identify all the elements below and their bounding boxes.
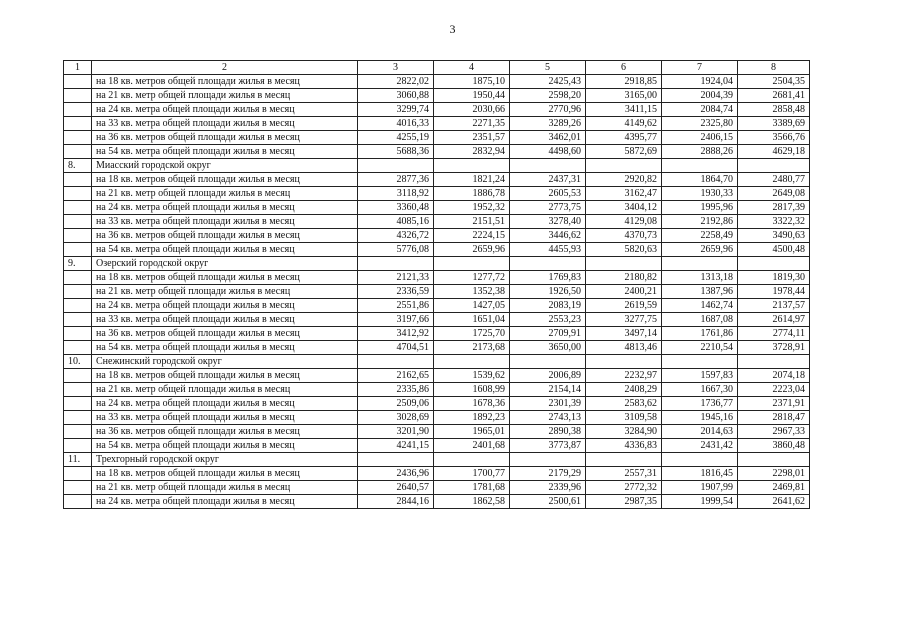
table-row	[64, 145, 810, 159]
value-cell: 1965,01	[434, 425, 510, 439]
value-cell: 1892,23	[434, 411, 510, 425]
row-label: на 33 кв. метра общей площади жилья в месяц	[92, 117, 358, 131]
empty-index-cell	[64, 75, 92, 89]
value-cell: 2551,86	[358, 299, 434, 313]
value-cell: 2173,68	[434, 341, 510, 355]
value-cell: 2619,59	[586, 299, 662, 313]
table-row	[64, 425, 810, 439]
value-cell: 3412,92	[358, 327, 434, 341]
value-cell: 2709,91	[510, 327, 586, 341]
table-row	[64, 467, 810, 481]
value-cell: 2743,13	[510, 411, 586, 425]
value-cell: 1313,18	[662, 271, 738, 285]
empty-cell	[510, 257, 586, 271]
table-row	[64, 369, 810, 383]
value-cell: 1999,54	[662, 495, 738, 509]
value-cell: 3278,40	[510, 215, 586, 229]
value-cell: 1816,45	[662, 467, 738, 481]
empty-index-cell	[64, 229, 92, 243]
row-label: на 33 кв. метра общей площади жилья в месяц	[92, 411, 358, 425]
empty-cell	[738, 355, 810, 369]
empty-index-cell	[64, 439, 92, 453]
empty-cell	[510, 355, 586, 369]
value-cell: 3389,69	[738, 117, 810, 131]
value-cell: 2773,75	[510, 201, 586, 215]
value-cell: 2325,80	[662, 117, 738, 131]
value-cell: 3566,76	[738, 131, 810, 145]
value-cell: 2014,63	[662, 425, 738, 439]
value-cell: 2437,31	[510, 173, 586, 187]
column-number: 1	[64, 61, 92, 75]
row-label: на 21 кв. метр общей площади жилья в месяц	[92, 187, 358, 201]
value-cell: 2583,62	[586, 397, 662, 411]
value-cell: 3462,01	[510, 131, 586, 145]
value-cell: 2987,35	[586, 495, 662, 509]
value-cell: 2480,77	[738, 173, 810, 187]
value-cell: 3109,58	[586, 411, 662, 425]
value-cell: 3197,66	[358, 313, 434, 327]
table-row	[64, 173, 810, 187]
value-cell: 2162,65	[358, 369, 434, 383]
value-cell: 1924,04	[662, 75, 738, 89]
empty-cell	[738, 159, 810, 173]
value-cell: 1700,77	[434, 467, 510, 481]
value-cell: 1761,86	[662, 327, 738, 341]
value-cell: 1864,70	[662, 173, 738, 187]
row-label: на 33 кв. метра общей площади жилья в месяц	[92, 215, 358, 229]
section-name: Миасский городской округ	[92, 159, 358, 173]
row-label: на 21 кв. метр общей площади жилья в месяц	[92, 285, 358, 299]
row-label: на 24 кв. метра общей площади жилья в месяц	[92, 103, 358, 117]
value-cell: 1651,04	[434, 313, 510, 327]
value-cell: 1352,38	[434, 285, 510, 299]
section-index: 11.	[64, 453, 92, 467]
empty-index-cell	[64, 131, 92, 145]
table-row	[64, 439, 810, 453]
value-cell: 2890,38	[510, 425, 586, 439]
value-cell: 2818,47	[738, 411, 810, 425]
value-cell: 4629,18	[738, 145, 810, 159]
value-cell: 3650,00	[510, 341, 586, 355]
value-cell: 2772,32	[586, 481, 662, 495]
value-cell: 2301,39	[510, 397, 586, 411]
value-cell: 2774,11	[738, 327, 810, 341]
table-row	[64, 481, 810, 495]
value-cell: 4813,46	[586, 341, 662, 355]
value-cell: 3118,92	[358, 187, 434, 201]
section-row	[64, 355, 810, 369]
row-label: на 36 кв. метров общей площади жилья в месяц	[92, 327, 358, 341]
value-cell: 3411,15	[586, 103, 662, 117]
value-cell: 1736,77	[662, 397, 738, 411]
empty-index-cell	[64, 201, 92, 215]
value-cell: 1608,99	[434, 383, 510, 397]
table-row	[64, 229, 810, 243]
table-row	[64, 271, 810, 285]
value-cell: 2918,85	[586, 75, 662, 89]
value-cell: 2858,48	[738, 103, 810, 117]
table-row	[64, 285, 810, 299]
value-cell: 5820,63	[586, 243, 662, 257]
value-cell: 2030,66	[434, 103, 510, 117]
column-number: 4	[434, 61, 510, 75]
value-cell: 2351,57	[434, 131, 510, 145]
empty-index-cell	[64, 215, 92, 229]
section-row	[64, 453, 810, 467]
value-cell: 2817,39	[738, 201, 810, 215]
row-label: на 18 кв. метров общей площади жилья в месяц	[92, 173, 358, 187]
empty-index-cell	[64, 327, 92, 341]
value-cell: 1886,78	[434, 187, 510, 201]
value-cell: 2151,51	[434, 215, 510, 229]
value-cell: 2210,54	[662, 341, 738, 355]
table-row	[64, 243, 810, 257]
value-cell: 1930,33	[662, 187, 738, 201]
empty-cell	[358, 355, 434, 369]
empty-cell	[358, 159, 434, 173]
value-cell: 2192,86	[662, 215, 738, 229]
table-row	[64, 495, 810, 509]
section-name: Снежинский городской округ	[92, 355, 358, 369]
value-cell: 3277,75	[586, 313, 662, 327]
value-cell: 3162,47	[586, 187, 662, 201]
value-cell: 2335,86	[358, 383, 434, 397]
empty-index-cell	[64, 411, 92, 425]
section-index: 8.	[64, 159, 92, 173]
empty-index-cell	[64, 187, 92, 201]
value-cell: 2659,96	[434, 243, 510, 257]
value-cell: 1462,74	[662, 299, 738, 313]
row-label: на 21 кв. метр общей площади жилья в месяц	[92, 481, 358, 495]
table-row	[64, 299, 810, 313]
empty-index-cell	[64, 313, 92, 327]
value-cell: 4016,33	[358, 117, 434, 131]
value-cell: 2844,16	[358, 495, 434, 509]
empty-index-cell	[64, 117, 92, 131]
empty-cell	[434, 453, 510, 467]
row-label: на 54 кв. метра общей площади жилья в месяц	[92, 439, 358, 453]
value-cell: 2154,14	[510, 383, 586, 397]
value-cell: 3165,00	[586, 89, 662, 103]
value-cell: 2224,15	[434, 229, 510, 243]
value-cell: 2557,31	[586, 467, 662, 481]
value-cell: 1781,68	[434, 481, 510, 495]
row-label: на 24 кв. метра общей площади жилья в месяц	[92, 299, 358, 313]
value-cell: 1387,96	[662, 285, 738, 299]
value-cell: 2681,41	[738, 89, 810, 103]
value-cell: 3773,87	[510, 439, 586, 453]
table-row	[64, 89, 810, 103]
value-cell: 2888,26	[662, 145, 738, 159]
value-cell: 1678,36	[434, 397, 510, 411]
value-cell: 2371,91	[738, 397, 810, 411]
value-cell: 3446,62	[510, 229, 586, 243]
value-cell: 2004,39	[662, 89, 738, 103]
value-cell: 2431,42	[662, 439, 738, 453]
value-cell: 4326,72	[358, 229, 434, 243]
row-label: на 54 кв. метра общей площади жилья в месяц	[92, 145, 358, 159]
row-label: на 36 кв. метров общей площади жилья в месяц	[92, 229, 358, 243]
empty-index-cell	[64, 243, 92, 257]
empty-index-cell	[64, 285, 92, 299]
value-cell: 1995,96	[662, 201, 738, 215]
value-cell: 4255,19	[358, 131, 434, 145]
value-cell: 1277,72	[434, 271, 510, 285]
value-cell: 4455,93	[510, 243, 586, 257]
section-row	[64, 257, 810, 271]
value-cell: 1978,44	[738, 285, 810, 299]
value-cell: 1687,08	[662, 313, 738, 327]
value-cell: 2232,97	[586, 369, 662, 383]
value-cell: 5776,08	[358, 243, 434, 257]
section-name: Трехгорный городской округ	[92, 453, 358, 467]
empty-cell	[358, 257, 434, 271]
value-cell: 4129,08	[586, 215, 662, 229]
value-cell: 3289,26	[510, 117, 586, 131]
section-name: Озерский городской округ	[92, 257, 358, 271]
value-cell: 3497,14	[586, 327, 662, 341]
column-number: 3	[358, 61, 434, 75]
empty-index-cell	[64, 397, 92, 411]
value-cell: 2074,18	[738, 369, 810, 383]
value-cell: 1875,10	[434, 75, 510, 89]
row-label: на 18 кв. метров общей площади жилья в месяц	[92, 271, 358, 285]
value-cell: 1907,99	[662, 481, 738, 495]
value-cell: 2605,53	[510, 187, 586, 201]
value-cell: 2509,06	[358, 397, 434, 411]
value-cell: 3404,12	[586, 201, 662, 215]
table-row	[64, 411, 810, 425]
row-label: на 24 кв. метра общей площади жилья в месяц	[92, 397, 358, 411]
value-cell: 1597,83	[662, 369, 738, 383]
value-cell: 3322,32	[738, 215, 810, 229]
empty-index-cell	[64, 495, 92, 509]
value-cell: 1539,62	[434, 369, 510, 383]
empty-cell	[434, 257, 510, 271]
value-cell: 1952,32	[434, 201, 510, 215]
section-row	[64, 159, 810, 173]
empty-cell	[358, 453, 434, 467]
value-cell: 1769,83	[510, 271, 586, 285]
value-cell: 3201,90	[358, 425, 434, 439]
empty-cell	[662, 453, 738, 467]
row-label: на 36 кв. метров общей площади жилья в месяц	[92, 425, 358, 439]
value-cell: 4395,77	[586, 131, 662, 145]
value-cell: 1862,58	[434, 495, 510, 509]
empty-index-cell	[64, 341, 92, 355]
value-cell: 2877,36	[358, 173, 434, 187]
empty-index-cell	[64, 299, 92, 313]
value-cell: 1821,24	[434, 173, 510, 187]
value-cell: 3860,48	[738, 439, 810, 453]
value-cell: 2083,19	[510, 299, 586, 313]
table-row	[64, 75, 810, 89]
value-cell: 2425,43	[510, 75, 586, 89]
table-row	[64, 201, 810, 215]
table-row	[64, 397, 810, 411]
column-number: 2	[92, 61, 358, 75]
value-cell: 2649,08	[738, 187, 810, 201]
value-cell: 2298,01	[738, 467, 810, 481]
column-number: 8	[738, 61, 810, 75]
value-cell: 2223,04	[738, 383, 810, 397]
value-cell: 2401,68	[434, 439, 510, 453]
value-cell: 2500,61	[510, 495, 586, 509]
row-label: на 36 кв. метров общей площади жилья в месяц	[92, 131, 358, 145]
empty-index-cell	[64, 369, 92, 383]
row-label: на 18 кв. метров общей площади жилья в месяц	[92, 467, 358, 481]
value-cell: 1950,44	[434, 89, 510, 103]
empty-cell	[510, 159, 586, 173]
value-cell: 1427,05	[434, 299, 510, 313]
empty-cell	[586, 257, 662, 271]
row-label: на 21 кв. метр общей площади жилья в месяц	[92, 89, 358, 103]
value-cell: 2006,89	[510, 369, 586, 383]
value-cell: 4370,73	[586, 229, 662, 243]
section-index: 9.	[64, 257, 92, 271]
table-row	[64, 215, 810, 229]
table-body	[64, 61, 810, 509]
value-cell: 2822,02	[358, 75, 434, 89]
value-cell: 3299,74	[358, 103, 434, 117]
value-cell: 4241,15	[358, 439, 434, 453]
value-cell: 3490,63	[738, 229, 810, 243]
empty-index-cell	[64, 467, 92, 481]
value-cell: 2436,96	[358, 467, 434, 481]
value-cell: 3060,88	[358, 89, 434, 103]
value-cell: 2504,35	[738, 75, 810, 89]
value-cell: 3360,48	[358, 201, 434, 215]
empty-cell	[738, 257, 810, 271]
value-cell: 2640,57	[358, 481, 434, 495]
value-cell: 2336,59	[358, 285, 434, 299]
table-row	[64, 341, 810, 355]
empty-cell	[662, 355, 738, 369]
value-cell: 4500,48	[738, 243, 810, 257]
value-cell: 1945,16	[662, 411, 738, 425]
column-number: 6	[586, 61, 662, 75]
value-cell: 2920,82	[586, 173, 662, 187]
value-cell: 2400,21	[586, 285, 662, 299]
value-cell: 5688,36	[358, 145, 434, 159]
value-cell: 2553,23	[510, 313, 586, 327]
page-number: 3	[449, 22, 456, 36]
empty-cell	[434, 355, 510, 369]
value-cell: 1725,70	[434, 327, 510, 341]
value-cell: 5872,69	[586, 145, 662, 159]
value-cell: 2598,20	[510, 89, 586, 103]
value-cell: 2084,74	[662, 103, 738, 117]
empty-cell	[662, 257, 738, 271]
value-cell: 3028,69	[358, 411, 434, 425]
row-label: на 18 кв. метров общей площади жилья в месяц	[92, 369, 358, 383]
empty-index-cell	[64, 481, 92, 495]
empty-cell	[510, 453, 586, 467]
row-label: на 54 кв. метра общей площади жилья в месяц	[92, 243, 358, 257]
empty-index-cell	[64, 173, 92, 187]
value-cell: 2408,29	[586, 383, 662, 397]
table-row	[64, 117, 810, 131]
table-row	[64, 131, 810, 145]
value-cell: 1667,30	[662, 383, 738, 397]
column-number-row	[64, 61, 810, 75]
empty-index-cell	[64, 383, 92, 397]
value-cell: 2770,96	[510, 103, 586, 117]
table-row	[64, 313, 810, 327]
empty-index-cell	[64, 89, 92, 103]
value-cell: 1819,30	[738, 271, 810, 285]
empty-index-cell	[64, 271, 92, 285]
table-row	[64, 327, 810, 341]
value-cell: 2179,29	[510, 467, 586, 481]
value-cell: 2967,33	[738, 425, 810, 439]
value-cell: 4085,16	[358, 215, 434, 229]
value-cell: 4498,60	[510, 145, 586, 159]
value-cell: 3284,90	[586, 425, 662, 439]
empty-cell	[738, 453, 810, 467]
value-cell: 2137,57	[738, 299, 810, 313]
section-index: 10.	[64, 355, 92, 369]
value-cell: 4704,51	[358, 341, 434, 355]
empty-index-cell	[64, 103, 92, 117]
value-cell: 2614,97	[738, 313, 810, 327]
empty-cell	[434, 159, 510, 173]
row-label: на 18 кв. метров общей площади жилья в месяц	[92, 75, 358, 89]
row-label: на 54 кв. метра общей площади жилья в месяц	[92, 341, 358, 355]
value-cell: 2258,49	[662, 229, 738, 243]
value-cell: 2339,96	[510, 481, 586, 495]
row-label: на 24 кв. метра общей площади жилья в месяц	[92, 495, 358, 509]
column-number: 7	[662, 61, 738, 75]
value-cell: 2180,82	[586, 271, 662, 285]
value-cell: 2659,96	[662, 243, 738, 257]
row-label: на 21 кв. метр общей площади жилья в месяц	[92, 383, 358, 397]
table-row	[64, 187, 810, 201]
table-row	[64, 383, 810, 397]
value-cell: 2121,33	[358, 271, 434, 285]
row-label: на 33 кв. метра общей площади жилья в месяц	[92, 313, 358, 327]
empty-index-cell	[64, 425, 92, 439]
value-cell: 2832,94	[434, 145, 510, 159]
empty-cell	[662, 159, 738, 173]
empty-cell	[586, 453, 662, 467]
table-row	[64, 103, 810, 117]
column-number: 5	[510, 61, 586, 75]
value-cell: 2406,15	[662, 131, 738, 145]
value-cell: 3728,91	[738, 341, 810, 355]
value-cell: 4336,83	[586, 439, 662, 453]
empty-cell	[586, 159, 662, 173]
value-cell: 2641,62	[738, 495, 810, 509]
value-cell: 1926,50	[510, 285, 586, 299]
empty-cell	[586, 355, 662, 369]
tariff-table	[63, 60, 810, 509]
value-cell: 2469,81	[738, 481, 810, 495]
value-cell: 2271,35	[434, 117, 510, 131]
empty-index-cell	[64, 145, 92, 159]
value-cell: 4149,62	[586, 117, 662, 131]
row-label: на 24 кв. метра общей площади жилья в месяц	[92, 201, 358, 215]
